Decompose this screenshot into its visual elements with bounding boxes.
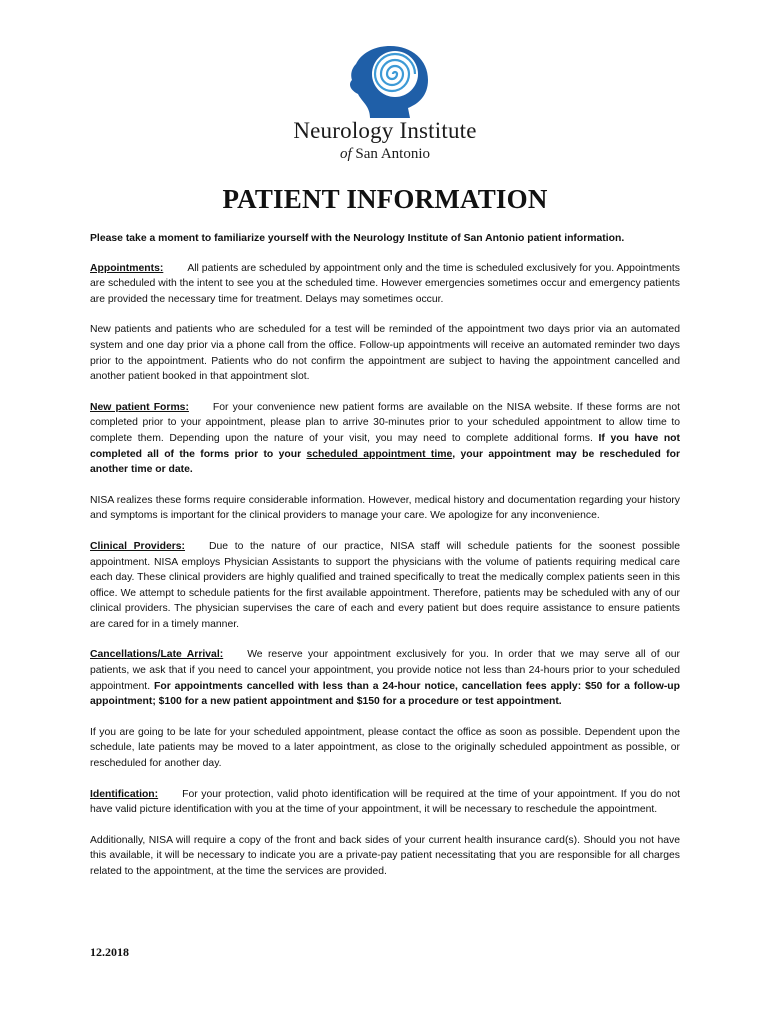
providers-paragraph — [90, 539, 680, 633]
cancellations-paragraph-1 — [90, 647, 680, 709]
cancellations-heading: Cancellations/Late Arrival: — [90, 649, 224, 661]
intro-paragraph: Please take a moment to familiarize yourself with the Neurology Institute of San Antonio patient information. — [90, 233, 625, 244]
cancellation-fees-text: For appointments cancelled with less than a 24-hour notice, cancellation fees apply: $50 for a follow-up appointment; $100 for a new patient appointment and $150 for a procedure or test appointment. — [90, 680, 681, 708]
forms-paragraph-2: NISA realizes these forms require considerable information. However, medical history and documentation regarding your history and symptoms is important for the clinical providers to manage your care. We apologize for any inconvenience. — [90, 494, 680, 522]
appointments-heading: Appointments: — [90, 262, 164, 274]
forms-paragraph-1 — [90, 400, 680, 478]
identification-paragraph-1 — [90, 787, 680, 818]
org-sub-of: of — [339, 146, 352, 162]
appointments-text-1: All patients are scheduled by appointment only and the time is scheduled exclusively for you. Appointments are scheduled with the intent to see you at the scheduled time. However emergencies sometimes occur and emergency patients are provided the necessary time for treatment. Delays may sometimes occur. — [90, 262, 680, 305]
org-sub-rest: San Antonio — [351, 146, 430, 162]
brain-head-logo-icon — [340, 44, 432, 120]
identification-text-1: For your protection, valid photo identification will be required at the time of your appointment. If you do not have valid picture identification with you at the time of your appointment, it will be necessary to reschedule the appointment. — [90, 788, 680, 816]
identification-heading: Identification: — [90, 788, 159, 800]
providers-heading: Clinical Providers: — [90, 540, 186, 552]
providers-text: Due to the nature of our practice, NISA staff will schedule patients for the soonest possible appointment. NISA employs Physician Assistants to support the physicians with the volume of patients requiring medical care each day. These clinical providers are highly qualified and trained specifically to treat the medically complex patients seen in this office. We attempt to schedule patients for the first available appointment. Therefore, patients may be scheduled with any of our clinical providers. The physician supervises the care of each and every patient but does require assistance to ensure patients are cared for in a timely manner. — [90, 540, 680, 630]
forms-heading: New patient Forms: — [90, 401, 189, 413]
forms-warning-b: , your appointment may be rescheduled for another time or date. — [90, 448, 680, 476]
organization-name: Neurology Institute — [293, 118, 477, 143]
identification-paragraph-2: Additionally, NISA will require a copy of the front and back sides of your current health insurance card(s). Should you not have this available, it will be necessary to indicate you are a private-pay patient necessitating that you are responsible for all charges related to the appointment, at the time the services are provided. — [90, 834, 680, 877]
cancellations-text-1: We reserve your appointment exclusively for you. In order that we may serve all of our patients, we ask that if you need to cancel your appointment, you provide notice not less than 24-hours prior to your scheduled appointment. — [90, 649, 680, 692]
forms-warning-underlined: scheduled appointment time — [306, 448, 453, 460]
organization-location — [0, 146, 770, 163]
forms-text-1: For your convenience new patient forms are available on the NISA website. If these forms are not completed prior to your appointment, please plan to arrive 30-minutes prior to your scheduled appointment to allow time to complete them. Depending upon the nature of your visit, you may need to complete additional forms. — [90, 401, 680, 444]
forms-warning-a: If you have not completed all of the forms prior to your — [90, 432, 680, 460]
cancellations-paragraph-2: If you are going to be late for your scheduled appointment, please contact the office as soon as possible. Dependent upon the schedule, late patients may be moved to a later appointment, as close to the originally scheduled appointment as possible, or rescheduled for another day. — [90, 726, 680, 770]
appointments-paragraph-2: New patients and patients who are scheduled for a test will be reminded of the appointment two days prior via an automated system and one day prior via a phone call from the office. Follow-up appointments will receive an automated reminder two days prior to the appointment. Patients who do not confirm the appointment are subject to having the appointment cancelled and another patient booked in that appointment slot. — [90, 324, 680, 383]
revision-date: 12.2018 — [90, 945, 129, 959]
page-title: PATIENT INFORMATION — [222, 184, 548, 214]
appointments-paragraph-1 — [90, 261, 680, 308]
document-body — [90, 231, 680, 895]
